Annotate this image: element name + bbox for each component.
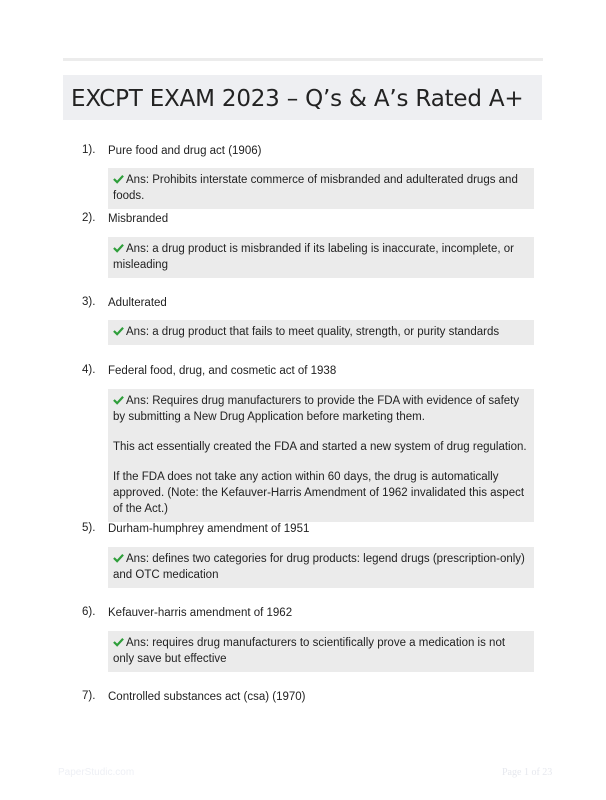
question-number: 7). xyxy=(82,690,96,702)
checkmark-icon xyxy=(113,326,124,336)
answer-text: Ans: requires drug manufacturers to scientifically prove a medication is not only save but effective xyxy=(113,637,506,665)
answer-box xyxy=(108,547,534,588)
answer-text: Ans: defines two categories for drug products: legend drugs (prescription-only) and OTC medication xyxy=(113,553,525,581)
answer-text: Ans: Requires drug manufacturers to provide the FDA with evidence of safety by submitting a New Drug Application before marketing them. xyxy=(113,395,520,423)
checkmark-icon xyxy=(113,395,124,405)
question-text: Kefauver-harris amendment of 1962 xyxy=(108,607,293,619)
question-text: Misbranded xyxy=(108,213,169,225)
answer-text: This act essentially created the FDA and started a new system of drug regulation. xyxy=(113,441,527,453)
title-bar xyxy=(63,75,542,120)
checkmark-icon xyxy=(113,553,124,563)
question-number: 2). xyxy=(82,212,96,224)
question-number: 6). xyxy=(82,606,96,618)
footer-watermark: PaperStudic.com xyxy=(58,767,135,778)
answer-box xyxy=(108,320,534,345)
answer-text: Ans: a drug product that fails to meet quality, strength, or purity standards xyxy=(126,326,500,338)
answer-box xyxy=(108,168,534,209)
top-rule xyxy=(63,58,543,61)
answer-box xyxy=(108,237,534,278)
question-number: 3). xyxy=(82,296,96,308)
checkmark-icon xyxy=(113,243,124,253)
question-text: Federal food, drug, and cosmetic act of 1938 xyxy=(108,365,337,377)
answer-box xyxy=(108,631,534,672)
question-text: Controlled substances act (csa) (1970) xyxy=(108,691,306,703)
question-text: Pure food and drug act (1906) xyxy=(108,145,262,157)
checkmark-icon xyxy=(113,637,124,647)
question-number: 5). xyxy=(82,522,96,534)
page-number: Page 1 of 23 xyxy=(502,767,553,778)
answer-text: Ans: Prohibits interstate commerce of misbranded and adulterated drugs and foods. xyxy=(113,174,518,202)
checkmark-icon xyxy=(113,174,124,184)
question-text: Durham-humphrey amendment of 1951 xyxy=(108,523,310,535)
answer-text: Ans: a drug product is misbranded if its labeling is inaccurate, incomplete, or misleading xyxy=(113,243,515,271)
answer-text: If the FDA does not take any action within 60 days, the drug is automatically approved. (Note: the Kefauver-Harris Amendment of 1962 invalidated this aspect of the Act.) xyxy=(113,471,525,515)
question-number: 4). xyxy=(82,364,96,376)
question-text: Adulterated xyxy=(108,297,167,309)
answer-box xyxy=(108,389,534,522)
question-number: 1). xyxy=(82,144,96,156)
document-title: EXCPT EXAM 2023 – Q’s & A’s Rated A+ xyxy=(71,86,524,112)
